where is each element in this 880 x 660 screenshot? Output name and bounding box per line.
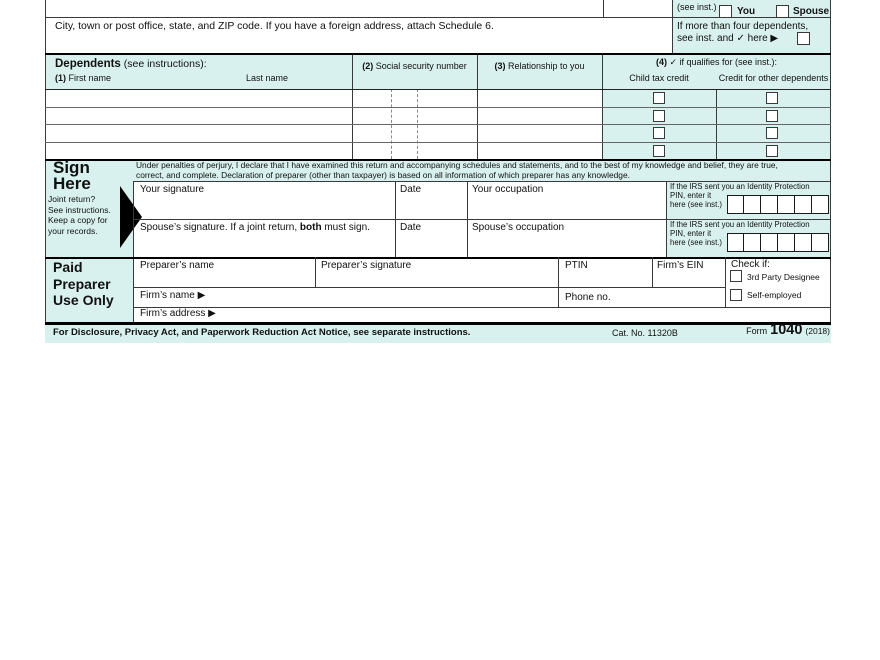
dependents-col1-label: First name [66,73,112,83]
preparers-name-label: Preparer’s name [140,259,215,271]
firms-name-label: Firm’s name ▶ [140,290,206,301]
dependent1-ctc-checkbox[interactable] [653,92,665,104]
firms-name-field[interactable] [225,288,555,306]
disclosure-notice: For Disclosure, Privacy Act, and Paperwork Reduction Act Notice, see separate instructions. [53,326,471,338]
ip-pin-text-2b: PIN, enter it [670,229,712,238]
city-state-zip-label: City, town or post office, state, and ZIP code. If you have a foreign address, attach Schedule 6. [55,20,494,32]
see-inst-label: (see inst.) [677,2,717,12]
date-field[interactable] [396,195,466,218]
pin-box[interactable] [744,233,761,252]
pin-box[interactable] [761,195,778,214]
pin-box[interactable] [778,233,795,252]
ptin-label: PTIN [565,259,588,271]
form-number-group [690,322,830,338]
more-dependents-note-line2: see inst. and ✓ here ▶ [677,33,779,44]
firms-ein-label: Firm’s EIN [657,259,704,271]
address-row-line [45,17,831,18]
dependent4-ssn-field[interactable] [353,142,476,159]
ip-pin-text-1b: PIN, enter it [670,191,712,200]
dependents-col3-num: (3) [494,61,506,71]
form-right-border [830,0,831,322]
dependent2-name-field[interactable] [46,107,351,124]
third-party-designee-checkbox[interactable] [730,270,742,282]
your-signature-field[interactable] [134,195,394,218]
dependent3-relationship-field[interactable] [478,124,601,141]
perjury-statement-line1: Under penalties of perjury, I declare that I have examined this return and accompanying schedules and statements, and to the best of my knowledge and belief, they are true, [136,160,778,170]
dependent4-name-field[interactable] [46,142,351,159]
apt-divider-line [603,0,604,17]
preparers-name-field[interactable] [134,270,314,286]
form-year: (2018) [805,326,830,336]
dependents-title: Dependents [55,58,121,70]
dependents-col2-num: (2) [362,61,374,71]
spouse-signature-field[interactable] [134,233,394,256]
dependents-col3-label: Relationship to you [505,61,585,71]
spouse-occupation-field[interactable] [468,233,665,256]
dependents-title-note: (see instructions): [120,58,207,70]
phone-no-field[interactable] [620,288,724,306]
dependents-col4-label: ✓ if qualifies for (see inst.): [666,57,778,67]
third-party-designee-label: 3rd Party Designee [747,271,820,282]
sign-note-3: Keep a copy for [48,215,108,225]
pin-box[interactable] [812,195,829,214]
pin-box[interactable] [795,195,812,214]
campaign-panel-divider [672,0,673,53]
spouse-ip-pin-boxes [727,233,829,252]
campaign-spouse-label: Spouse [793,6,830,17]
catalog-number: Cat. No. 11320B [612,328,678,338]
your-ip-pin-boxes [727,195,829,214]
dependents-section-top-line [45,53,831,55]
dependents-col2-label: Social security number [373,61,467,71]
city-state-zip-field[interactable] [46,28,671,52]
ip-pin-text-2a: If the IRS sent you an Identity Protection [670,220,810,229]
campaign-you-label: You [737,6,756,17]
paid-preparer-title-3: Use Only [53,292,114,308]
ip-pin-text-1a: If the IRS sent you an Identity Protection [670,182,810,191]
child-tax-credit-header: Child tax credit [629,73,689,83]
dependent3-ssn-field[interactable] [353,124,476,141]
dependents-col4-num: (4) [655,57,667,67]
dependent1-name-field[interactable] [46,89,351,106]
self-employed-label: Self-employed [747,290,802,300]
spouse-signature-label-bold: both [299,222,322,233]
ptin-field[interactable] [559,270,651,286]
spouse-date-label: Date [400,222,422,233]
dependent3-other-checkbox[interactable] [766,127,778,139]
pin-box[interactable] [727,233,744,252]
address-field[interactable] [46,0,602,17]
preparers-signature-field[interactable] [316,270,557,286]
ip-pin-text-1c: here (see inst.) [670,200,723,209]
firms-address-field[interactable] [235,306,830,321]
campaign-spouse-checkbox[interactable] [776,5,789,18]
your-occupation-field[interactable] [468,195,665,218]
spouse-occupation-label: Spouse’s occupation [472,222,565,233]
sign-here-title-2: Here [53,174,91,193]
more-dependents-checkbox[interactable] [797,32,810,45]
dependent2-relationship-field[interactable] [478,107,601,124]
dependent1-other-checkbox[interactable] [766,92,778,104]
spouse-date-field[interactable] [396,233,466,256]
phone-no-label: Phone no. [565,292,611,303]
pin-box[interactable] [778,195,795,214]
dependent2-ssn-field[interactable] [353,107,476,124]
sign-here-title-1: Sign [53,158,90,177]
form-word: Form [746,326,768,336]
pin-box[interactable] [795,233,812,252]
dependent1-relationship-field[interactable] [478,89,601,106]
dependents-col1-num: (1) [55,73,66,83]
dependent3-name-field[interactable] [46,124,351,141]
dependent4-relationship-field[interactable] [478,142,601,159]
dependent4-ctc-checkbox[interactable] [653,145,665,157]
ip-pin-text-2c: here (see inst.) [670,238,723,247]
paid-preparer-title-2: Preparer [53,275,111,292]
preparers-signature-label: Preparer’s signature [321,259,412,271]
dependent3-ctc-checkbox[interactable] [653,127,665,139]
self-employed-checkbox[interactable] [730,289,742,301]
your-signature-label: Your signature [140,184,205,195]
campaign-you-checkbox[interactable] [719,5,732,18]
date-label: Date [400,184,422,195]
other-dependents-header: Credit for other dependents [718,73,829,83]
sign-note-1: Joint return? [48,194,96,204]
your-occupation-label: Your occupation [472,184,544,195]
paid-preparer-title-1: Paid [53,259,83,275]
check-if-label: Check if: [731,258,770,270]
perjury-statement-line2: correct, and complete. Declaration of preparer (other than taxpayer) is based on all information of which preparer has any knowledge. [136,169,630,180]
pin-box[interactable] [761,233,778,252]
firms-address-label: Firm’s address ▶ [140,307,216,319]
firms-ein-field[interactable] [653,270,724,286]
pin-box[interactable] [812,233,829,252]
dependent2-other-checkbox[interactable] [766,110,778,122]
pin-box[interactable] [744,195,761,214]
dependent4-other-checkbox[interactable] [766,145,778,157]
spouse-signature-label-pre: Spouse’s signature. If a joint return, [140,222,300,233]
dependent2-ctc-checkbox[interactable] [653,110,665,122]
spouse-signature-label-post: must sign. [321,222,370,233]
ein-checkif-divider [725,257,726,307]
pin-box[interactable] [727,195,744,214]
form-number: 1040 [770,322,803,338]
dependents-col1b-label: Last name [246,73,289,83]
dependent1-ssn-field[interactable] [353,89,476,106]
sign-note-2: See instructions. [48,204,111,215]
sign-note-4: your records. [48,225,98,236]
more-dependents-note-line1: If more than four dependents, [677,21,809,32]
